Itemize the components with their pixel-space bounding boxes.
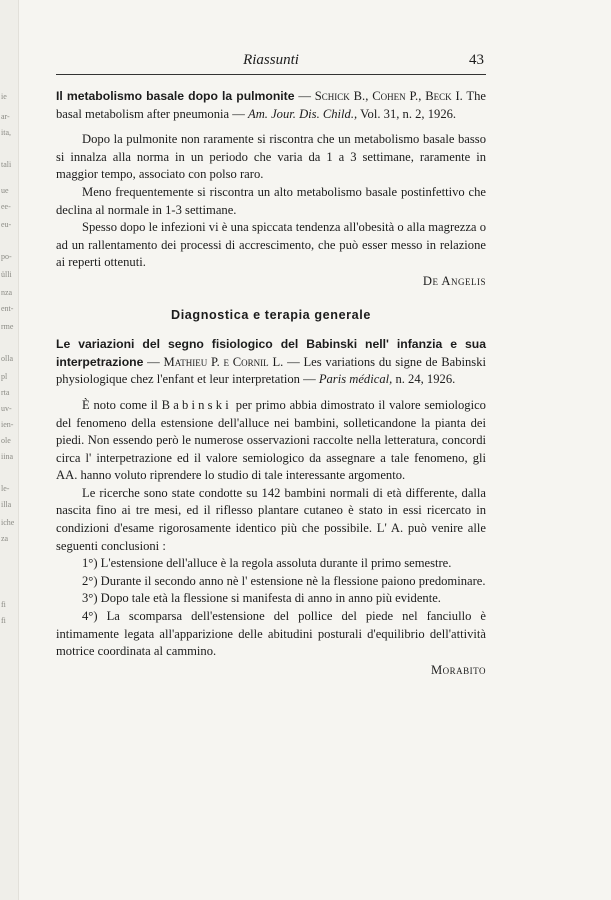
spaced-name: Babinski xyxy=(161,397,232,412)
margin-fragment: ülli xyxy=(1,270,12,279)
journal-name: Paris médical, xyxy=(318,372,393,387)
margin-fragment: illa xyxy=(1,500,12,509)
page-number: 43 xyxy=(469,52,484,68)
article-title: Il metabolismo basale dopo la pulmonite xyxy=(56,89,295,103)
citation: Vol. 31, n. 2, 1926. xyxy=(360,106,457,121)
body-paragraph: Le ricerche sono state condotte su 142 bambini normali di età differente, dalla nascita fino ai tre mesi, ed il riflesso plantare cutaneo è stato in essi ricercato in condizioni d'esame rigorosamente identico più che possibile. L' A. può venire alle seguenti conclusioni : xyxy=(56,485,486,553)
article-reference: Le variazioni del segno fisiologico del Babinski nell' infanzia e sua interpetrazione — Mathieu P. e Cornil L. — Les variations du signe de Babinski physiologique chez l'enfant et leur interpretation — Paris médical, n. 24, 1926. xyxy=(56,337,486,387)
article-reference: Il metabolismo basale dopo la pulmonite — Schick B., Cohen P., Beck I. The basal metabolism after pneumonia — Am. Jour. Dis. Child., Vol. 31, n. 2, 1926. xyxy=(56,89,487,121)
body-paragraph xyxy=(56,397,486,485)
margin-fragment: ent- xyxy=(1,304,14,313)
margin-fragment: uv- xyxy=(1,404,12,413)
article-title: Le variazioni del segno fisiologico del Babinski nell' infanzia e sua interpetrazione xyxy=(56,337,486,369)
author-signature: De Angelis xyxy=(422,273,486,288)
margin-fragment: le- xyxy=(1,484,10,493)
journal-name: Am. Jour. Dis. Child., xyxy=(248,106,358,121)
body-paragraph: Dopo la pulmonite non raramente si riscontra che un metabolismo basale basso si innalza alla norma in un periodo che varia da 1 a 3 settimane, raramente in maggior tempo, associato con polso raro. xyxy=(56,132,486,182)
article-authors: Schick B., Cohen P., Beck I. xyxy=(314,89,463,103)
margin-fragment: rme xyxy=(1,322,14,331)
running-title: Riassunti xyxy=(243,52,299,68)
margin-fragment: ar- xyxy=(1,112,10,121)
author-signature: Morabito xyxy=(430,662,486,677)
page-body xyxy=(56,88,486,679)
margin-fragment: ue xyxy=(1,186,9,195)
article-authors: Mathieu P. e Cornil L. xyxy=(163,354,284,369)
source-title: Les variations du signe de Babinski physiologique chez l'enfant et leur interpretation xyxy=(56,354,486,387)
margin-fragment: ee- xyxy=(1,202,11,211)
conclusion-item: 3°) Dopo tale età la flessione si manifesta di anno in anno più evidente. xyxy=(82,591,441,606)
margin-fragment: fi xyxy=(1,616,6,625)
margin-fragment: iche xyxy=(1,518,15,527)
margin-fragment: ie xyxy=(1,92,7,101)
source-title: The basal metabolism after pneumonia xyxy=(56,89,487,121)
body-paragraph: Spesso dopo le infezioni vi è una spiccata tendenza all'obesità o alla magrezza o ad un rallentamento dei processi di accrescimento, che può esser messo in relazione ai reperti ottenuti. xyxy=(56,220,486,270)
paragraph-text: per primo abbia dimostrato il valore semiologico del fenomeno della estensione dell'alluce nei bambini, solleticandone la pianta dei piedi. Non essendo però le numerose osservazioni raccolte nella letteratura, concordi circa l' interpetrazione ed il valore semiologico da assegnare a tale fenomeno, gli AA. hanno voluto riprendere lo studio di tale interessante argomento. xyxy=(56,397,486,483)
margin-fragment: fi xyxy=(1,600,6,609)
margin-fragment: nza xyxy=(1,288,13,297)
margin-fragment: po- xyxy=(1,252,12,261)
running-header xyxy=(56,52,486,75)
margin-fragment: iina xyxy=(1,452,13,461)
citation: n. 24, 1926. xyxy=(395,372,456,387)
paragraph-text: È noto come il xyxy=(82,397,158,412)
margin-fragment: za xyxy=(1,534,9,543)
margin-fragment: ien- xyxy=(1,420,14,429)
conclusion-item: 4°) La scomparsa dell'estensione del pollice del piede nel fanciullo è intimamente legata all'apparizione delle abitudini posturali d'equilibrio dell'attività motrice coordinata al cammino. xyxy=(56,609,486,659)
margin-fragment: rta xyxy=(1,388,10,397)
margin-fragment: tali xyxy=(1,160,12,169)
margin-fragment: eu- xyxy=(1,220,12,229)
adjacent-page-margin xyxy=(0,0,19,900)
margin-fragment: ole xyxy=(1,436,11,445)
margin-fragment: pl xyxy=(1,372,8,381)
conclusion-item: 1°) L'estensione dell'alluce è la regola assoluta durante il primo semestre. xyxy=(82,556,452,571)
margin-fragment: olla xyxy=(1,354,13,363)
section-heading: Diagnostica e terapia generale xyxy=(171,307,371,322)
margin-fragment: ita, xyxy=(1,128,11,137)
body-paragraph: Meno frequentemente si riscontra un alto metabolismo basale postinfettivo che declina al normale in 1-3 settimane. xyxy=(56,184,486,217)
conclusion-item: 2°) Durante il secondo anno nè l' estensione nè la flessione paiono predominare. xyxy=(82,573,486,588)
